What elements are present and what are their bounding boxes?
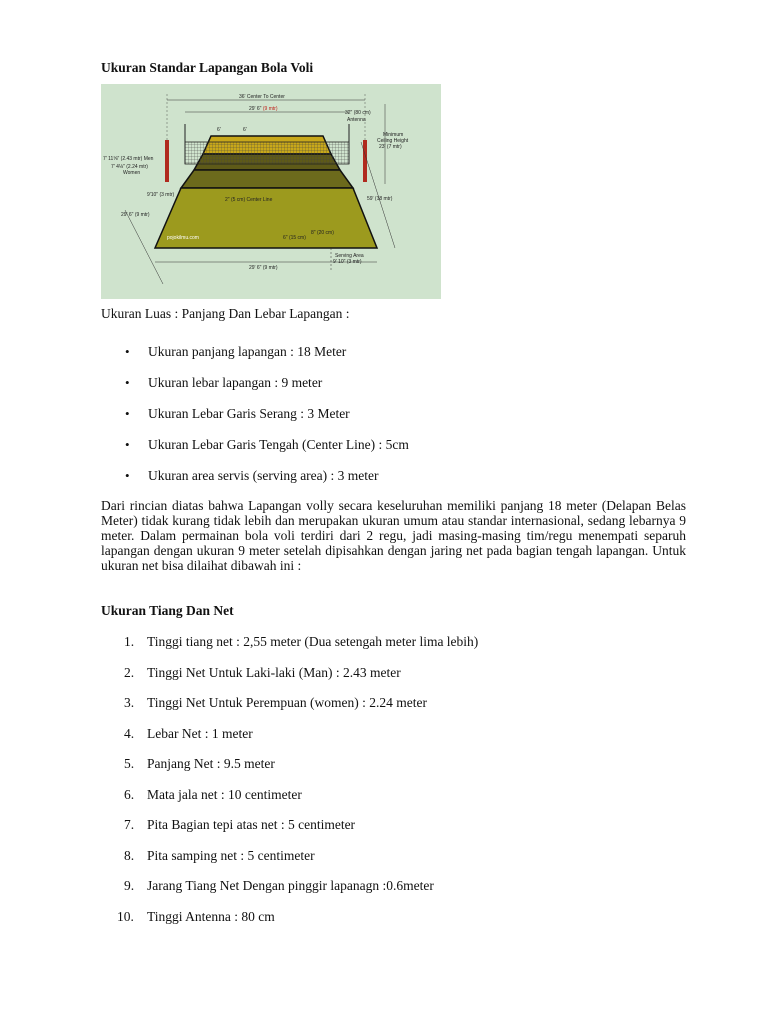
list-item bbox=[101, 875, 701, 906]
list-number: 2. bbox=[124, 664, 135, 680]
list-item: • Ukuran Lebar Garis Tengah (Center Line) : 5cm bbox=[101, 434, 701, 465]
label-net-women-2: Women bbox=[123, 170, 141, 176]
list-number: 4. bbox=[124, 725, 135, 741]
list-item bbox=[101, 906, 701, 937]
volleyball-court-diagram bbox=[101, 84, 441, 299]
label-bottom: 29' 6" (9 mtr) bbox=[249, 265, 278, 271]
court-size-list bbox=[101, 341, 701, 496]
label-top-inner: 29' 6" (9 mtr) bbox=[249, 106, 278, 112]
label-six-b: 6' bbox=[243, 127, 247, 133]
label-serving-1: Serving Area bbox=[335, 253, 364, 259]
list-text: Pita Bagian tepi atas net : 5 centimeter bbox=[147, 817, 356, 832]
list-item: • Ukuran panjang lapangan : 18 Meter bbox=[101, 341, 701, 372]
label-back-2: 6" (15 cm) bbox=[283, 235, 306, 241]
label-back-1: 8" (20 cm) bbox=[311, 230, 334, 236]
list-item bbox=[101, 662, 701, 693]
label-net-women-1: 7' 4⅛" (2.24 mtr) bbox=[111, 164, 148, 170]
label-antenna-word: Antenna bbox=[347, 117, 366, 123]
list-item bbox=[101, 753, 701, 784]
label-ceiling-3: 23' (7 mtr) bbox=[379, 144, 402, 150]
list-number: 7. bbox=[124, 817, 135, 832]
label-center-to-center: 36' Center To Center bbox=[239, 94, 285, 100]
label-attack-line: 9'10" (3 mtr) bbox=[147, 192, 175, 198]
list-item: • Ukuran Lebar Garis Serang : 3 Meter bbox=[101, 403, 701, 434]
net-post-left bbox=[165, 140, 169, 182]
list-number: 9. bbox=[124, 878, 135, 893]
list-text: Panjang Net : 9.5 meter bbox=[147, 756, 275, 771]
list-item bbox=[101, 845, 701, 876]
label-serving-2: 9' 10" (3 mtr) bbox=[333, 259, 362, 265]
document-title: Ukuran Standar Lapangan Bola Voli bbox=[101, 60, 314, 75]
list-item: • Ukuran lebar lapangan : 9 meter bbox=[101, 372, 701, 403]
label-side-right: 59' (18 mtr) bbox=[367, 196, 393, 202]
list-text: Tinggi Antenna : 80 cm bbox=[147, 908, 275, 924]
list-text: Pita samping net : 5 centimeter bbox=[147, 847, 315, 863]
list-item bbox=[101, 631, 701, 662]
court-size-subheading: Ukuran Luas : Panjang Dan Lebar Lapangan : bbox=[101, 306, 350, 321]
list-text: Mata jala net : 10 centimeter bbox=[147, 786, 302, 802]
label-side-left: 29' 6" (9 mtr) bbox=[121, 212, 150, 218]
post-net-list bbox=[101, 631, 701, 936]
list-number: 8. bbox=[124, 847, 135, 863]
list-text: Tinggi tiang net : 2,55 meter (Dua setengah meter lima lebih) bbox=[147, 634, 479, 649]
list-item bbox=[101, 723, 701, 754]
list-number: 3. bbox=[124, 695, 135, 710]
label-center-line: 2" (5 cm) Center Line bbox=[225, 197, 273, 203]
net-post-right bbox=[363, 140, 367, 182]
list-text: Tinggi Net Untuk Laki-laki (Man) : 2.43 meter bbox=[147, 664, 401, 680]
list-item bbox=[101, 784, 701, 815]
court-attack-zone-far bbox=[181, 170, 353, 188]
list-number: 6. bbox=[124, 786, 135, 802]
list-number: 5. bbox=[124, 756, 135, 771]
label-ceiling-2: Ceiling Height bbox=[377, 138, 409, 144]
list-number: 10. bbox=[117, 908, 134, 924]
list-number: 1. bbox=[124, 634, 135, 649]
list-item: • Ukuran area servis (serving area) : 3 meter bbox=[101, 465, 701, 496]
label-watermark: pojokilmu.com bbox=[167, 235, 199, 241]
label-ceiling-1: Minimum bbox=[383, 132, 404, 138]
label-six-a: 6' bbox=[217, 127, 221, 133]
list-text: Lebar Net : 1 meter bbox=[147, 725, 253, 741]
label-net-men: 7' 11⅝" (2.43 mtr) Men bbox=[103, 156, 154, 162]
list-text: Tinggi Net Untuk Perempuan (women) : 2.24 meter bbox=[147, 695, 427, 710]
section-title-post-net: Ukuran Tiang Dan Net bbox=[101, 603, 234, 618]
court-diagram-svg bbox=[101, 84, 441, 299]
net bbox=[185, 142, 349, 164]
description-paragraph: Dari rincian diatas bahwa Lapangan volly secara keseluruhan memiliki panjang 18 meter (Delapan Belas Meter) tidak kurang tidak lebih dan merupakan ukuran umum atau standar internasional, sedang lebarnya 9 meter. Dalam permainan bola voli terdiri dari 2 regu, jadi masing-masing tim/regu menempati separuh lapangan dengan ukuran 9 meter setelah dipisahkan dengan jaring net pada bagian tengah lapangan. Untuk ukuran net bisa dilaihat dibawah ini : bbox=[101, 498, 686, 573]
list-item bbox=[101, 692, 701, 723]
list-item bbox=[101, 814, 701, 845]
list-text: Jarang Tiang Net Dengan pinggir lapanagn :0.6meter bbox=[147, 878, 434, 893]
label-antenna: 32" (80 cm) bbox=[345, 110, 371, 116]
